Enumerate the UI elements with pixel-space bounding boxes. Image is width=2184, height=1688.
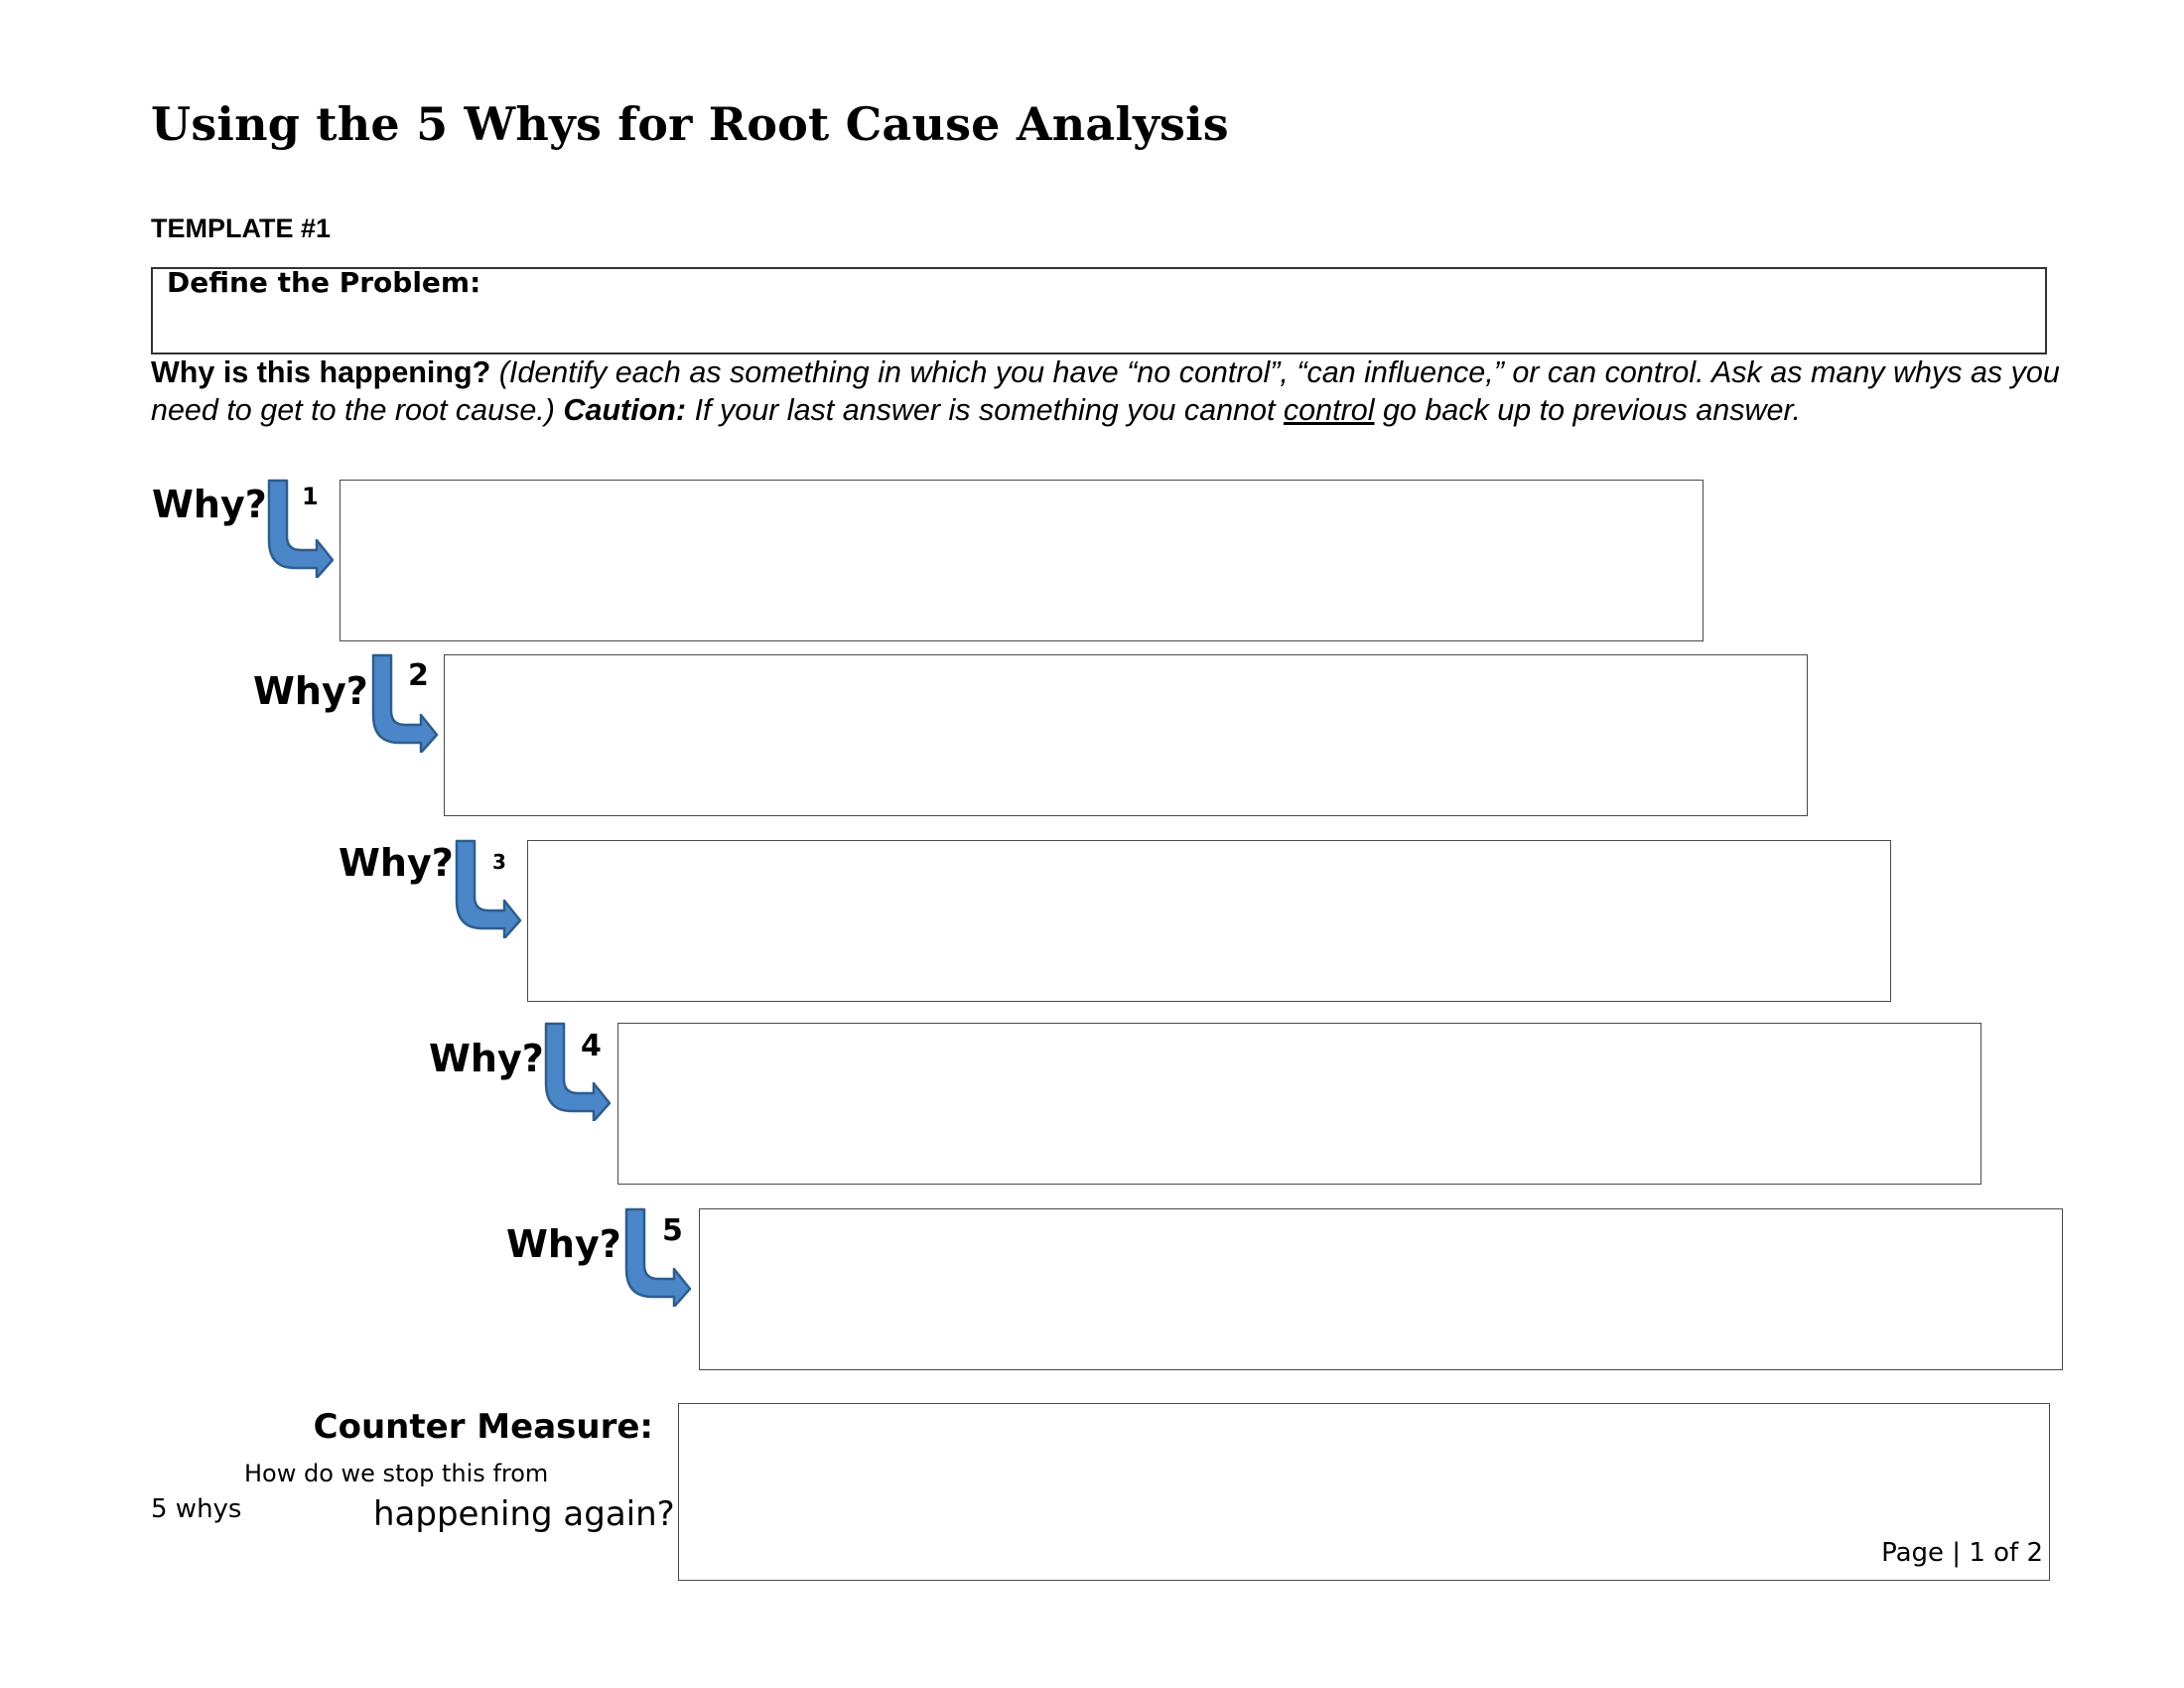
instructions-text-1: (Identify each as something in which you have “no control”, “can influence,” or can control. Ask as many whys as you need to get to the root cause.) xyxy=(151,355,2060,427)
why-answer-box-5[interactable] xyxy=(699,1208,2063,1370)
counter-measure-subtitle-2: happening again? xyxy=(373,1494,675,1534)
problem-label: Define the Problem: xyxy=(167,266,481,299)
instructions-text xyxy=(151,353,2067,429)
why-number-1: 1 xyxy=(302,483,319,510)
why-number-2: 2 xyxy=(408,658,429,693)
bent-arrow-icon xyxy=(450,839,525,938)
bent-arrow-icon xyxy=(262,479,338,578)
counter-measure-subtitle-1: How do we stop this from xyxy=(244,1460,549,1487)
instructions-text-3: go back up to previous answer. xyxy=(1374,393,1801,427)
why-label-1: Why? xyxy=(152,483,267,526)
counter-measure-box[interactable] xyxy=(678,1403,2050,1581)
template-label: TEMPLATE #1 xyxy=(151,213,332,243)
page-title: Using the 5 Whys for Root Cause Analysis xyxy=(151,97,1229,151)
why-label-5: Why? xyxy=(506,1222,621,1266)
why-label-3: Why? xyxy=(339,841,454,885)
why-number-5: 5 xyxy=(662,1213,683,1248)
why-answer-box-1[interactable] xyxy=(340,480,1704,641)
page-number: Page | 1 of 2 xyxy=(1881,1538,2043,1568)
counter-measure-label: Counter Measure: xyxy=(313,1407,653,1447)
why-number-4: 4 xyxy=(581,1029,602,1063)
caution-label: Caution: xyxy=(563,393,687,427)
instructions-underlined: control xyxy=(1283,393,1375,427)
instructions-lead: Why is this happening? xyxy=(151,355,491,389)
footer-label: 5 whys xyxy=(151,1494,242,1524)
instructions-text-2: If your last answer is something you cannot xyxy=(686,393,1284,427)
why-answer-box-2[interactable] xyxy=(444,654,1808,816)
why-answer-box-4[interactable] xyxy=(617,1023,1981,1185)
why-label-2: Why? xyxy=(253,669,368,713)
bent-arrow-icon xyxy=(366,653,442,753)
bent-arrow-icon xyxy=(539,1022,614,1121)
why-number-3: 3 xyxy=(492,850,506,874)
why-label-4: Why? xyxy=(429,1037,544,1080)
why-answer-box-3[interactable] xyxy=(527,840,1891,1002)
bent-arrow-icon xyxy=(619,1207,695,1307)
